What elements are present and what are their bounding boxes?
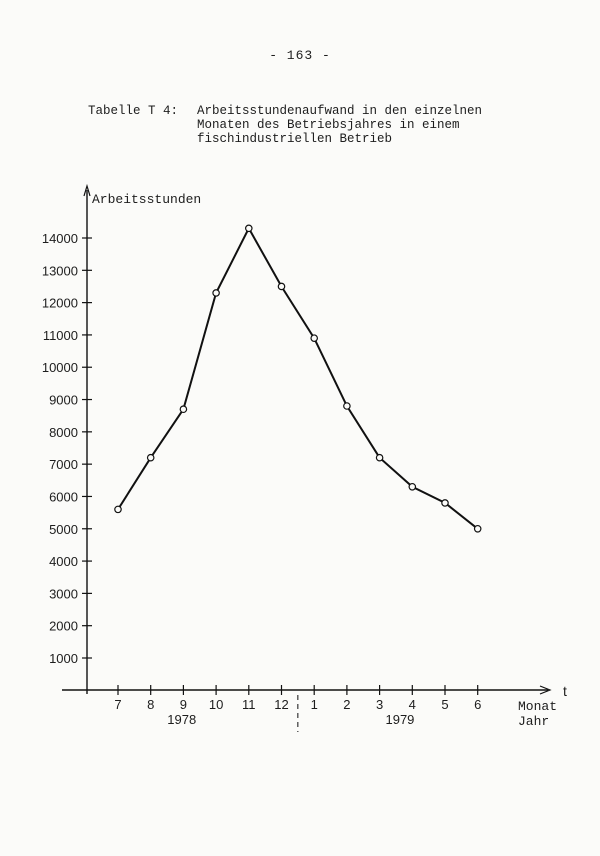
data-point [148,454,154,460]
y-tick-label: 1000 [49,651,78,666]
y-tick-label: 12000 [41,295,78,311]
data-point [409,484,415,490]
y-tick-label: 7000 [49,457,78,473]
y-tick-label: 2000 [49,618,78,634]
y-tick-label: 9000 [49,392,78,408]
y-tick-label: 8000 [49,424,78,440]
chart-axes [62,186,550,694]
caption-line-2: Monaten des Betriebsjahres in einem [197,118,460,132]
caption-prefix: Tabelle T 4: [88,104,179,118]
y-tick-label: 5000 [49,521,78,537]
x-tick-label: 4 [408,697,416,712]
series-line [118,228,478,529]
y-tick-label: 13000 [41,263,78,279]
x-unit-label: Monat [518,699,558,714]
x-axis-ticks [114,685,481,732]
data-point [115,506,121,512]
year-tick-label: 1978 [167,712,197,727]
data-point [442,500,448,506]
caption-line-3: fischindustriellen Betrieb [197,132,393,146]
caption-line-1: Arbeitsstundenaufwand in den einzelnen [197,104,483,118]
x-tick-label: 3 [375,697,384,712]
x-tick-label: 10 [208,697,224,712]
data-point [213,290,219,296]
y-tick-label: 3000 [49,586,78,602]
data-points [115,225,481,532]
x-tick-label: 1 [310,697,318,712]
page-number: - 163 - [269,48,331,63]
x-axis-label: t [563,683,567,699]
data-point [344,403,350,409]
data-point [180,406,186,412]
year-label: Jahr [518,714,550,729]
x-tick-label: 8 [147,697,155,712]
data-point [246,225,252,231]
data-point [376,454,382,460]
y-tick-label: 10000 [41,360,78,376]
x-tick-label: 11 [242,697,256,712]
x-tick-label: 12 [274,697,289,712]
year-tick-label: 1979 [385,712,415,727]
y-tick-label: 14000 [41,231,78,246]
x-tick-label: 7 [114,697,122,712]
x-tick-label: 5 [441,697,449,712]
data-point [311,335,317,341]
x-tick-label: 2 [343,697,351,712]
y-axis-label: Arbeitsstunden [92,192,202,207]
x-tick-label: 9 [179,697,188,712]
y-tick-label: 11000 [42,327,78,343]
y-tick-label: 4000 [49,554,78,570]
y-axis-ticks [42,231,92,666]
data-point [475,526,481,532]
x-tick-label: 6 [474,697,482,712]
y-tick-label: 6000 [49,489,78,505]
data-point [278,283,284,289]
